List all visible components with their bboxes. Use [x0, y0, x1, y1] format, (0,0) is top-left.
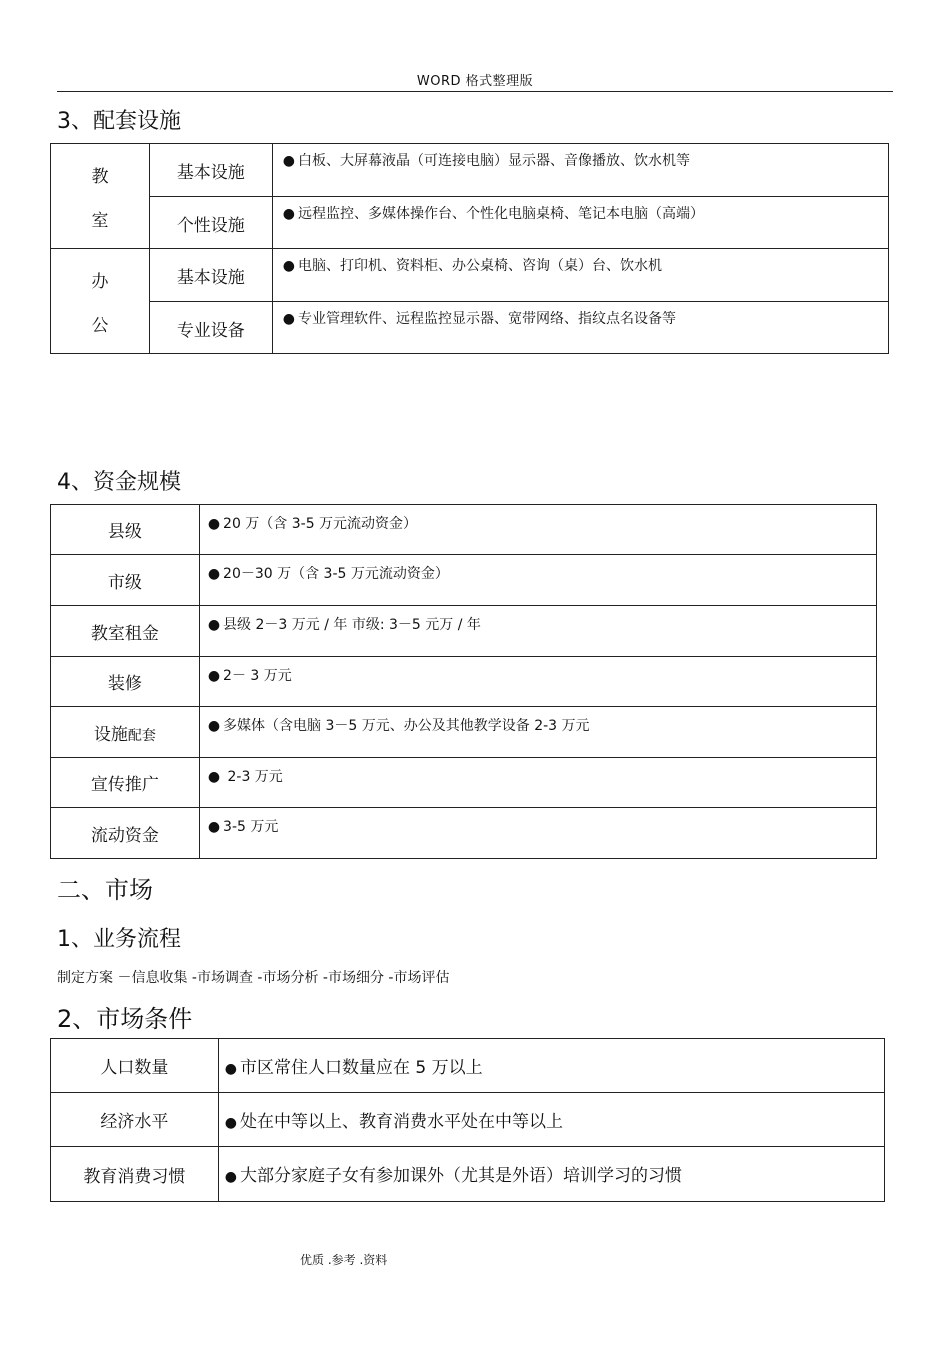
funding-desc-cell: ● 3-5 万元 [199, 808, 876, 859]
bullet-icon: ● [224, 1061, 238, 1077]
page-header: WORD 格式整理版 [416, 74, 534, 89]
funding-desc-cell: ● 2-3 万元 [199, 758, 876, 808]
bullet-icon: ● [282, 205, 295, 222]
subcategory-cell: 个性设施 [149, 196, 272, 249]
funding-desc-cell: ● 20 万（含 3-5 万元流动资金） [199, 505, 876, 555]
header-divider [57, 91, 893, 92]
market-conditions-table [50, 1038, 885, 1202]
description-cell: ● 远程监控、多媒体操作台、个性化电脑桌椅、笔记本电脑（高端） [272, 196, 888, 249]
funding-desc-cell: ● 2－ 3 万元 [199, 657, 876, 707]
bullet-icon: ● [282, 258, 295, 274]
condition-label-cell: 教育消费习惯 [51, 1147, 219, 1202]
bullet-icon: ● [207, 668, 221, 684]
funding-label-cell: 市级 [51, 555, 200, 606]
condition-label-cell: 人口数量 [51, 1039, 219, 1093]
funding-table [50, 504, 877, 859]
subcategory-cell: 专业设备 [149, 301, 272, 354]
bullet-icon: ● [207, 718, 221, 734]
funding-label-cell: 装修 [51, 657, 200, 707]
page-footer: 优质 .参考 .资料 [300, 1253, 388, 1267]
bullet-icon: ● [224, 1169, 238, 1185]
bullet-icon: ● [282, 310, 295, 327]
facilities-table [50, 143, 889, 354]
section-heading-conditions: 2、市场条件 [57, 1005, 193, 1033]
bullet-icon: ● [282, 153, 295, 169]
funding-desc-cell: ● 多媒体（含电脑 3－5 万元、办公及其他教学设备 2-3 万元 [199, 707, 876, 758]
bullet-icon: ● [207, 617, 221, 633]
category-char: 办 [91, 271, 109, 292]
category-char: 室 [91, 210, 109, 231]
condition-label-cell: 经济水平 [51, 1093, 219, 1147]
funding-label-cell: 县级 [51, 505, 200, 555]
category-cell-office [51, 249, 150, 354]
bullet-icon: ● [207, 516, 221, 532]
funding-label-cell: 教室租金 [51, 606, 200, 657]
section-heading-facilities: 3、配套设施 [57, 109, 181, 134]
process-flow-text: 制定方案 －信息收集 -市场调查 -市场分析 -市场细分 -市场评估 [57, 970, 450, 986]
funding-label-cell: 流动资金 [51, 808, 200, 859]
funding-desc-cell: ● 20－30 万（含 3-5 万元流动资金） [199, 555, 876, 606]
section-heading-process: 1、业务流程 [57, 927, 181, 952]
description-cell: ● 专业管理软件、远程监控显示器、宽带网络、指纹点名设备等 [272, 301, 888, 354]
subcategory-cell: 基本设施 [149, 249, 272, 302]
condition-desc-cell: ● 市区常住人口数量应在 5 万以上 [218, 1039, 884, 1093]
condition-desc-cell: ● 大部分家庭子女有参加课外（尤其是外语）培训学习的习惯 [218, 1147, 884, 1202]
condition-desc-cell: ● 处在中等以上、教育消费水平处在中等以上 [218, 1093, 884, 1147]
chapter-heading-market: 二、市场 [57, 876, 153, 904]
bullet-icon: ● [224, 1115, 238, 1131]
funding-label-cell: 宣传推广 [51, 758, 200, 808]
funding-label-cell: 设施配套 [51, 707, 200, 758]
category-char: 公 [91, 315, 109, 336]
description-cell: ● 电脑、打印机、资料柜、办公桌椅、咨询（桌）台、饮水机 [272, 249, 888, 302]
subcategory-cell: 基本设施 [149, 144, 272, 197]
bullet-icon: ● [207, 769, 221, 785]
description-cell: ● 白板、大屏幕液晶（可连接电脑）显示器、音像播放、饮水机等 [272, 144, 888, 197]
bullet-icon: ● [207, 566, 221, 582]
category-char: 教 [91, 166, 109, 187]
funding-desc-cell: ● 县级 2－3 万元 / 年 市级: 3－5 元万 / 年 [199, 606, 876, 657]
bullet-icon: ● [207, 819, 221, 835]
category-cell-classroom [51, 144, 150, 249]
section-heading-funding: 4、资金规模 [57, 470, 181, 495]
